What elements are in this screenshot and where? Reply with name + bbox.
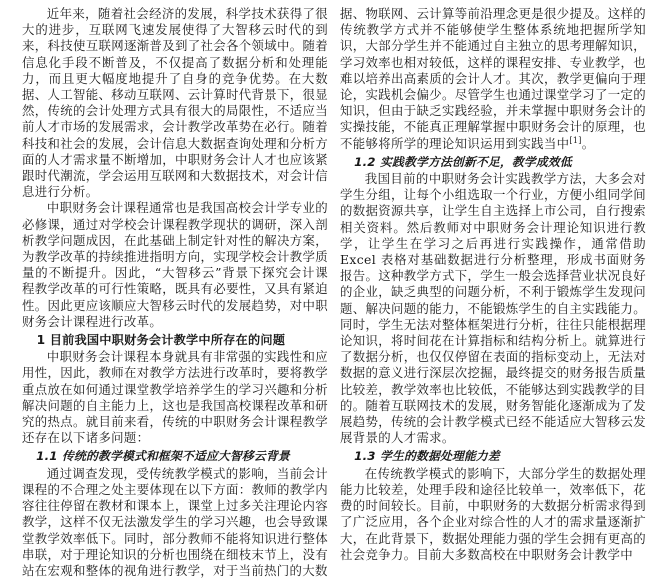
right-column [340,6,646,563]
continued-text: 据、物联网、云计算等前沿理念更是很少提及。这样的传统教学方式并不能够使学生整体系统地把握所学知识，大部分学生并不能通过自主独立的思考理解知识，学习效率也相对较低，这样的课程安排、专业教学，也难以培养出高素质的会计人才。其次，教学更偏向于理论，实践机会偏少。尽管学生也通过课堂学习了一定的知识，但由于缺乏实践经验，并未掌握中职财务会计的实操技能，不能真正理解掌握中职财务会计的原理，也不能够将所学的理论知识运用到实践当中 [340,6,646,151]
subsection-1-1-paragraph: 通过调查发现，受传统教学模式的影响，当前会计课程的不合理之处主要体现在以下方面：教师的教学内容往往停留在教材和课本上，课堂上过多关注理论内容教学，这样不仅无法激发学生的学习兴趣，也会导致课堂教学效率低下。同时，部分教师不能将知识进行整体串联，对于理论知识的分析也围绕在细枝末节上，没有站在宏观和整体的视角进行教学，对于当前热门的大数 [22,465,328,578]
sentence-end: 。 [581,135,595,151]
left-column [22,6,328,579]
subsection-1-2-heading: 1.2 实践教学方法创新不足，教学成效低 [354,154,572,169]
subsection-1-1-heading: 1.1 传统的教学模式和框架不适应大智移云背景 [36,449,290,464]
intro-paragraph-2: 中职财务会计课程通常也是我国高校会计学专业的必修课，通过对学校会计课程教学现状的调研，深入剖析教学问题成因，在此基础上制定针对性的解决方案，为教学改革的持续推进指明方向，实现学校会计教学质量的不断提升。因此，“大智移云”背景下探究会计课程教学改革的可行性策略，既具有必要性，又具有紧迫性。因此更应该顺应大智移云时代的发展趋势，对中职财务会计课程进行改革。 [22,200,328,329]
section-1-heading: 1 目前我国中职财务会计教学中所存在的问题 [36,333,286,348]
subsection-1-3-heading: 1.3 学生的数据处理能力差 [354,449,500,464]
subsection-1-1-continued [340,6,646,152]
subsection-1-2-paragraph: 我国目前的中职财务会计实践教学方法，大多会对学生分组，让每个小组选取一个行业，方便小组同学间的数据资源共享，让学生自主选择上市公司，自行搜索相关资料。然后教师对中职财务会计理论知识进行教学，让学生在学习之后再进行实践操作，通常借助 Excel 表格对基础数据进行分析整理，形成书面财务报告。这种教学方式下，学生一般会选择营业状况良好的企业，缺乏典型的问题分析，不利于锻炼学生发现问题、解决问题的能力，不能锻炼学生的自主实践能力。同时，学生无法对整体框架进行分析，往往只能根据理论知识，将时间花在计算指标和结构分析上。就算进行了数据分析，也仅仅停留在表面的指标变动上，无法对数据的意义进行深层次挖掘，最终提交的财务报告质量比较差，教学效率也比较低，不能够达到实践教学的目的。随着互联网技术的发展，财务智能化逐渐成为了发展趋势，传统的会计教学模式已经不能适应大智移云发展背景的人才需求。 [340,171,646,446]
subsection-1-3-paragraph: 在传统教学模式的影响下，大部分学生的数据处理能力比较差，处理手段和途径比较单一，效率低下，花费的时间较长。目前，中职财务的大数据分析需求得到了广泛应用，各个企业对综合性的人才的需求量逐渐扩大，在此背景下，数据处理能力强的学生会拥有更高的社会竞争力。目前大多数高校在中职财务会计教学中 [340,465,646,562]
intro-paragraph-1: 近年来，随着社会经济的发展，科学技术获得了很大的进步，互联网飞速发展使得了大智移云时代的到来，科技使互联网逐渐普及到了社会各个领域中。随着信息化手段不断普及，不仅提高了数据分析和处理能力，而且更大幅度地提升了自身的竞争优势。在大数据、人工智能、移动互联网、云计算时代背景下，很显然，传统的会计处理方式具有很大的局限性，不适应当前人才市场的发展需求，会计教学改革势在必行。随着科技和社会的发展，会计信息大数据查询处理和分析方面的人才需求量不断增加，中职财务会计人才也应该紧跟时代潮流，学会运用互联网和大数据技术，对会计信息进行分析。 [22,6,328,200]
citation-marker: [1] [569,135,582,145]
section-1-paragraph: 中职财务会计课程本身就具有非常强的实践性和应用性，因此，教师在对教学方法进行改革时，要将教学重点放在如何通过课堂教学培养学生的学习兴趣和分析解决问题的自主能力上，这也是我国高校课程改革和研究的热点。就目前来看，传统的中职财务会计课程教学还存在以下诸多问题： [22,349,328,446]
